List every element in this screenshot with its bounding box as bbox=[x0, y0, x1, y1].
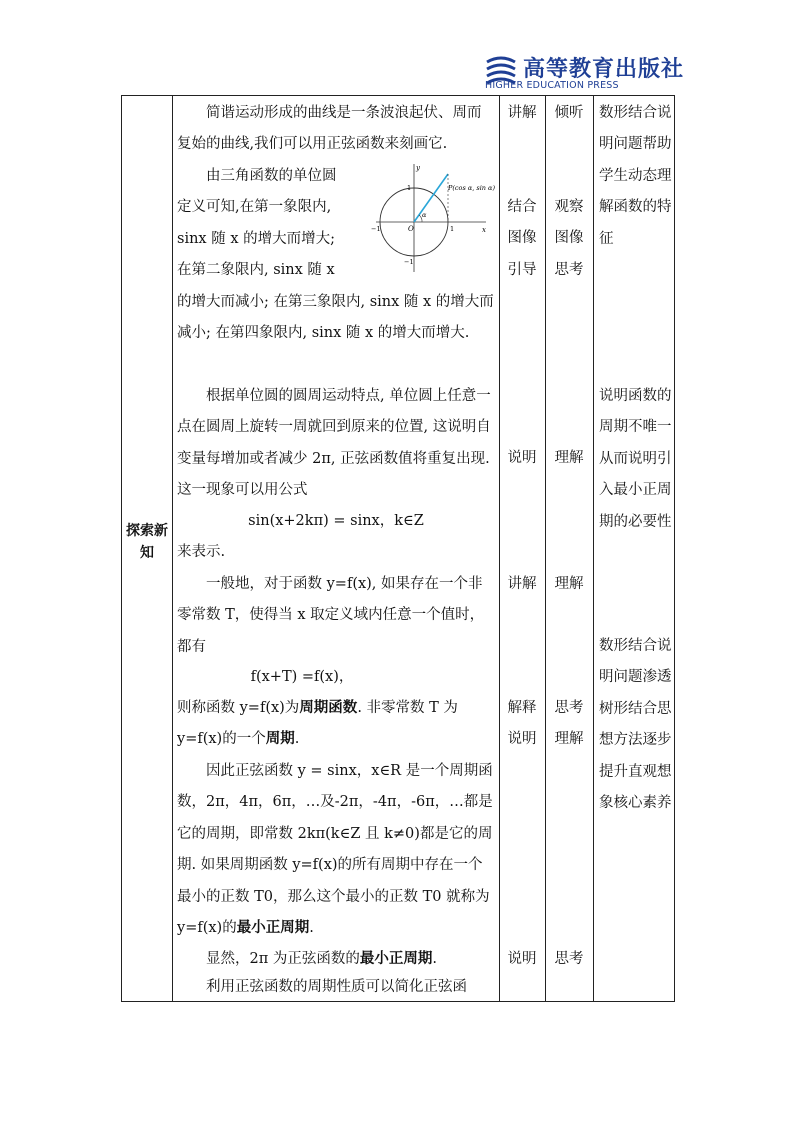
angle-label: α bbox=[422, 211, 427, 219]
teacher-activity: 解释说明 bbox=[507, 700, 537, 748]
origin-label: O bbox=[408, 225, 414, 233]
teacher-activity: 说明 bbox=[507, 450, 537, 466]
paragraph-quadrant-behavior: 的增大而减小; 在第三象限内, sinx 随 x 的增大而减小; 在第四象限内, sinx 随 x 的增大而增大. bbox=[177, 294, 494, 342]
paragraph-simplify: 利用正弦函数的周期性质可以简化正弦函 bbox=[206, 979, 467, 995]
text-line: 定义可知,在第一象限内, bbox=[177, 199, 332, 216]
x-axis-label: x bbox=[482, 226, 486, 234]
unit-circle-figure bbox=[368, 160, 496, 276]
text-line: sinx 随 x 的增大而增大; bbox=[177, 230, 335, 247]
lesson-plan-table bbox=[121, 95, 675, 1002]
teacher-activity: 说明 bbox=[507, 951, 537, 967]
logo-chinese-text: 高等教育出版社 bbox=[523, 56, 685, 82]
point-label: P(cos α, sin α) bbox=[448, 184, 495, 192]
column-divider bbox=[593, 96, 594, 1001]
radius-line bbox=[414, 174, 448, 222]
paragraph-periodicity: 根据单位圆的圆周运动特点, 单位圆上任意一点在圆周上旋转一周就回到原来的位置, 这说明自变量每增加或者减少 2π, 正弦函数值将重复出现. 这一现象可以用公式 bbox=[177, 388, 491, 499]
paragraph-definition-intro: 一般地，对于函数 y=f(x), 如果存在一个非零常数 T，使得当 x 取定义域内任意一个值时，都有 bbox=[177, 576, 485, 655]
publisher-logo bbox=[485, 52, 685, 94]
paragraph-sine-minimum-period: 显然，2π 为正弦函数的最小正周期. bbox=[206, 951, 437, 967]
paragraph-periodic-function-definition: 则称函数 y=f(x)为周期函数. 非零常数 T 为 y=f(x)的一个周期. bbox=[177, 700, 458, 748]
term-minimum-positive-period: 最小正周期 bbox=[236, 920, 310, 937]
term-minimum-positive-period: 最小正周期 bbox=[359, 951, 433, 967]
column-divider bbox=[172, 96, 173, 1001]
teacher-activity: 讲解 bbox=[507, 105, 537, 121]
student-activity: 思考理解 bbox=[554, 700, 584, 748]
design-intent: 数形结合说明问题渗透树形结合思想方法逐步提升直观想象核心素养 bbox=[599, 638, 672, 812]
column-divider bbox=[545, 96, 546, 1001]
design-intent: 数形结合说明问题帮助学生动态理解函数的特征 bbox=[599, 105, 672, 247]
text-line: 在第二象限内, sinx 随 x bbox=[177, 262, 335, 279]
student-activity: 理解 bbox=[554, 576, 584, 592]
paragraph-formula-tail: 来表示. bbox=[177, 544, 226, 560]
term-periodic-function: 周期函数 bbox=[299, 700, 358, 716]
student-activity: 理解 bbox=[554, 450, 584, 466]
formula-definition: f(x+T) =f(x)， bbox=[250, 669, 354, 685]
design-intent: 说明函数的周期不唯一从而说明引入最小正周期的必要性 bbox=[599, 388, 672, 530]
section-label: 探索新知 bbox=[126, 523, 168, 561]
student-activity: 思考 bbox=[554, 951, 584, 967]
paragraph-simple-harmonic: 简谐运动形成的曲线是一条波浪起伏、周而复始的曲线,我们可以用正弦函数来刻画它. bbox=[177, 105, 482, 153]
logo-english-text: HIGHER EDUCATION PRESS bbox=[485, 80, 619, 91]
paragraph-unit-circle-intro bbox=[177, 161, 367, 287]
tick-label: −1 bbox=[404, 258, 414, 266]
paragraph-sine-periods: 因此正弦函数 y = sinx，x∈R 是一个周期函数，2π，4π，6π，…及-2π，-4π，-6π，…都是它的周期，即常数 2kπ(k∈Z 且 k≠0)都是它的周期. 如果周期函数 y=f(x)的所有周期中存在一个最小的正数 T0，那么这个最小的正数 T0 就称为 y=f(x)的最小正周期. bbox=[177, 763, 493, 937]
formula-periodicity: sin(x+2kπ) = sinx，k∈Z bbox=[248, 513, 424, 529]
text-line: 由三角函数的单位圆 bbox=[206, 168, 337, 184]
y-axis-label: y bbox=[416, 164, 420, 172]
student-activity: 观察图像思考 bbox=[554, 199, 584, 278]
teacher-activity: 结合图像引导 bbox=[507, 199, 537, 278]
student-activity: 倾听 bbox=[554, 105, 584, 121]
term-period: 周期 bbox=[265, 731, 295, 748]
teacher-activity: 讲解 bbox=[507, 576, 537, 592]
column-divider bbox=[499, 96, 500, 1001]
tick-label: 1 bbox=[450, 225, 455, 233]
tick-label: 1 bbox=[407, 184, 412, 192]
tick-label: −1 bbox=[371, 225, 381, 233]
